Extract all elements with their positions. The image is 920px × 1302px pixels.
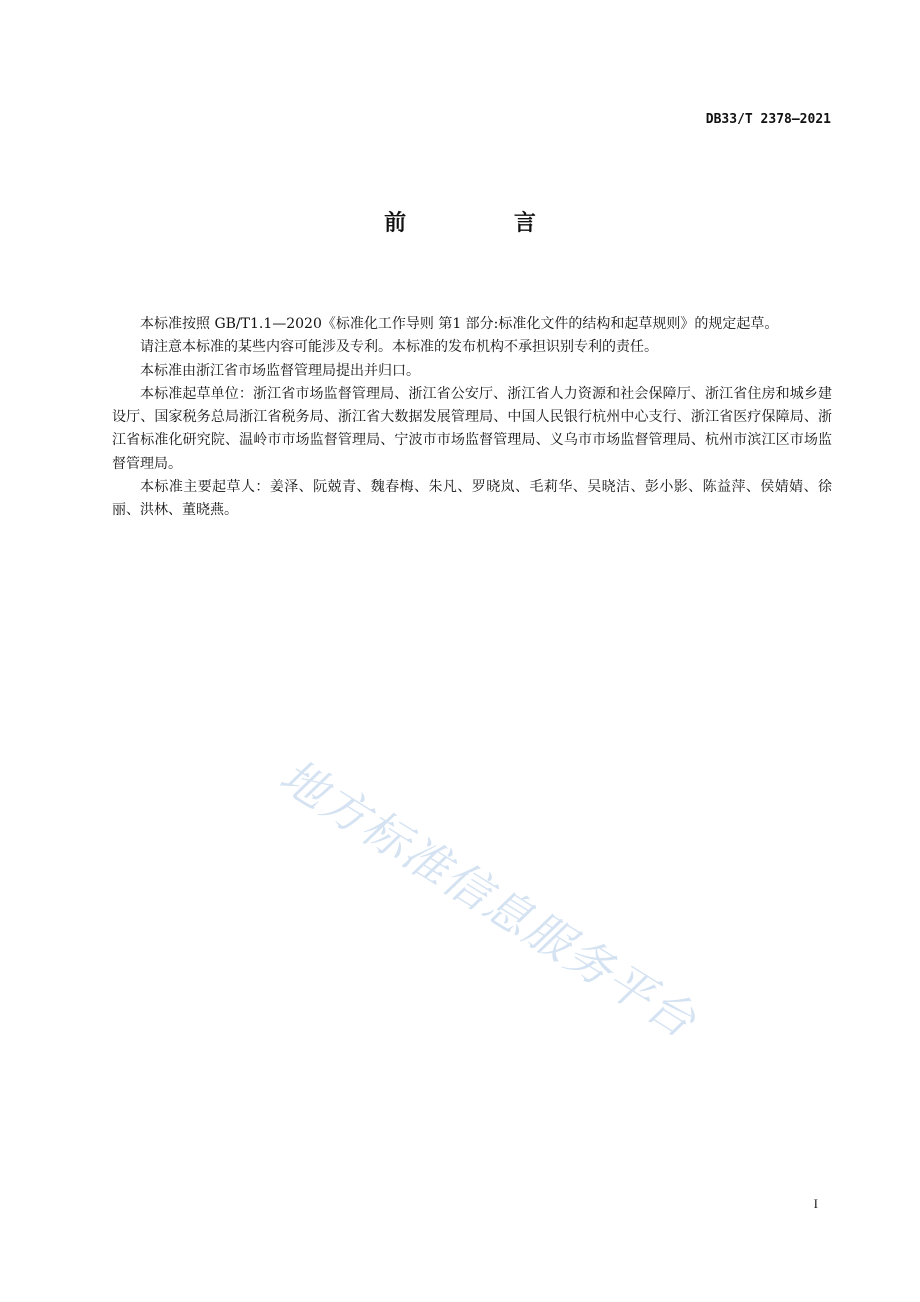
page-title: 前 言: [384, 211, 586, 236]
paragraph-drafters: 本标准主要起草人：姜泽、阮兢青、魏春梅、朱凡、罗晓岚、毛莉华、吴晓洁、彭小影、陈益萍、侯婧婧、徐丽、洪林、董晓燕。: [112, 479, 832, 519]
paragraph-drafting-rules: 本标准按照 GB/T1.1—2020《标准化工作导则 第1 部分:标准化文件的结构和起草规则》的规定起草。: [140, 316, 779, 332]
paragraph-patent-notice: 请注意本标准的某些内容可能涉及专利。本标准的发布机构不承担识别专利的责任。: [140, 339, 658, 356]
watermark: 地方标准信息服务平台: [270, 748, 707, 1049]
paragraph-proposer: 本标准由浙江省市场监督管理局提出并归口。: [140, 362, 420, 379]
standard-code: DB33/T 2378—2021: [705, 112, 831, 127]
foreword-body: [112, 313, 832, 523]
paragraph-drafting-units: 本标准起草单位：浙江省市场监督管理局、浙江省公安厅、浙江省人力资源和社会保障厅、浙江省住房和城乡建设厅、国家税务总局浙江省税务局、浙江省大数据发展管理局、中国人民银行杭州中心支行、浙江省医疗保障局、浙江省标准化研究院、温岭市市场监督管理局、宁波市市场监督管理局、义乌市市场监督管理局、杭州市滨江区市场监督管理局。: [112, 385, 832, 472]
page-number: I: [813, 1196, 818, 1211]
